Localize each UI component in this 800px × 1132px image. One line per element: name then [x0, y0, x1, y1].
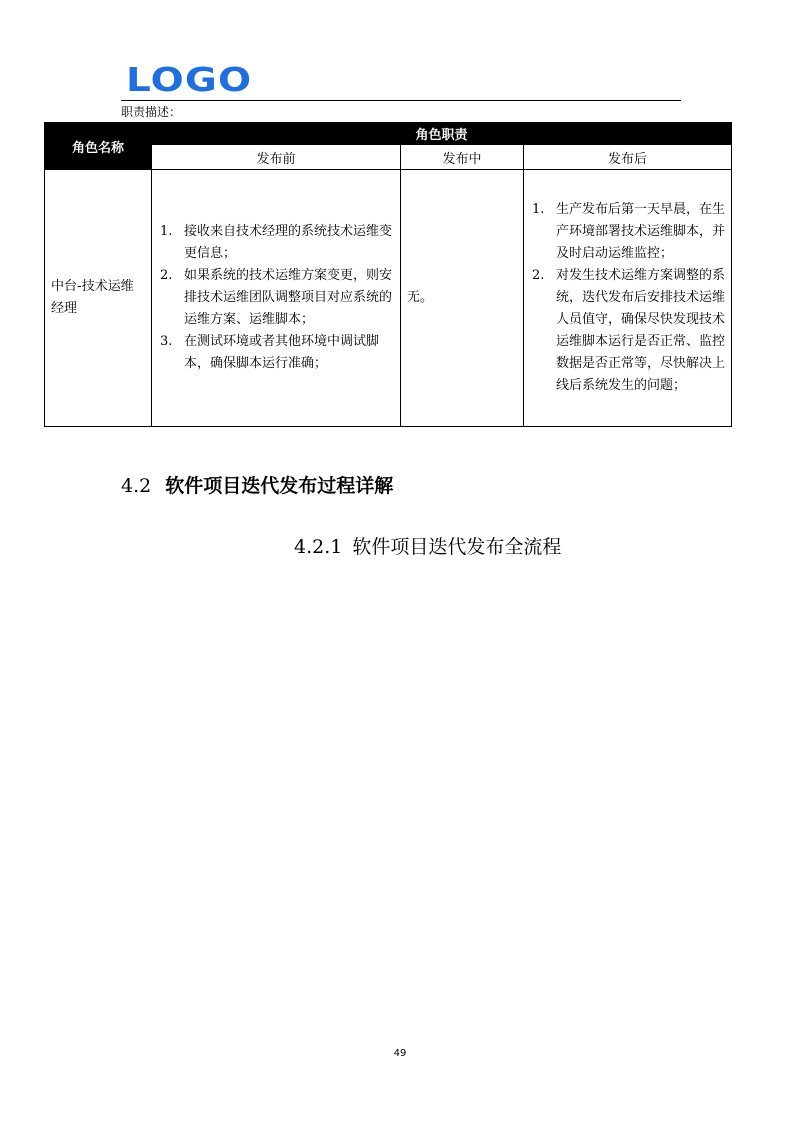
- description-label: 职责描述：: [121, 105, 182, 119]
- after-list: [524, 199, 731, 397]
- subsection-heading: [294, 535, 561, 559]
- during-cell: 无。: [401, 170, 524, 427]
- section-number: 4.2: [121, 475, 152, 497]
- list-item: 3. 在测试环境或者其他环境中调试脚本，确保脚本运行准确；: [160, 334, 380, 371]
- sub-header-before: 发布前: [152, 145, 401, 170]
- role-duty-header: 角色职责: [152, 123, 732, 145]
- subsection-number: 4.2.1: [294, 536, 343, 558]
- list-item: 1. 生产发布后第一天早晨，在生产环境部署技术运维脚本，并及时启动运维监控；: [532, 202, 726, 261]
- after-cell: [524, 170, 732, 427]
- section-heading: [121, 474, 393, 498]
- section-title: 软件项目迭代发布过程详解: [165, 475, 394, 497]
- role-cell: 中台-技术运维经理: [45, 170, 152, 427]
- list-item: 2. 如果系统的技术运维方案变更，则安排技术运维团队调整项目对应系统的运维方案、运维脚本；: [160, 268, 393, 327]
- before-list: [152, 221, 400, 375]
- role-name-header: 角色名称: [45, 123, 152, 170]
- page-number: 49: [393, 1048, 407, 1059]
- sub-header-during: 发布中: [401, 145, 524, 170]
- sub-header-after: 发布后: [524, 145, 732, 170]
- role-duty-table: [44, 122, 732, 427]
- list-item: 2. 对发生技术运维方案调整的系统，迭代发布后安排技术运维人员值守，确保尽快发现技术运维脚本运行是否正常、监控数据是否正常等，尽快解决上线后系统发生的问题；: [532, 268, 726, 393]
- before-cell: [152, 170, 401, 427]
- subsection-title: 软件项目迭代发布全流程: [352, 536, 562, 558]
- logo: LOGO: [126, 60, 253, 99]
- table-row: [45, 170, 732, 427]
- header-rule: [121, 100, 681, 101]
- list-item: 1. 接收来自技术经理的系统技术运维变更信息；: [160, 224, 393, 261]
